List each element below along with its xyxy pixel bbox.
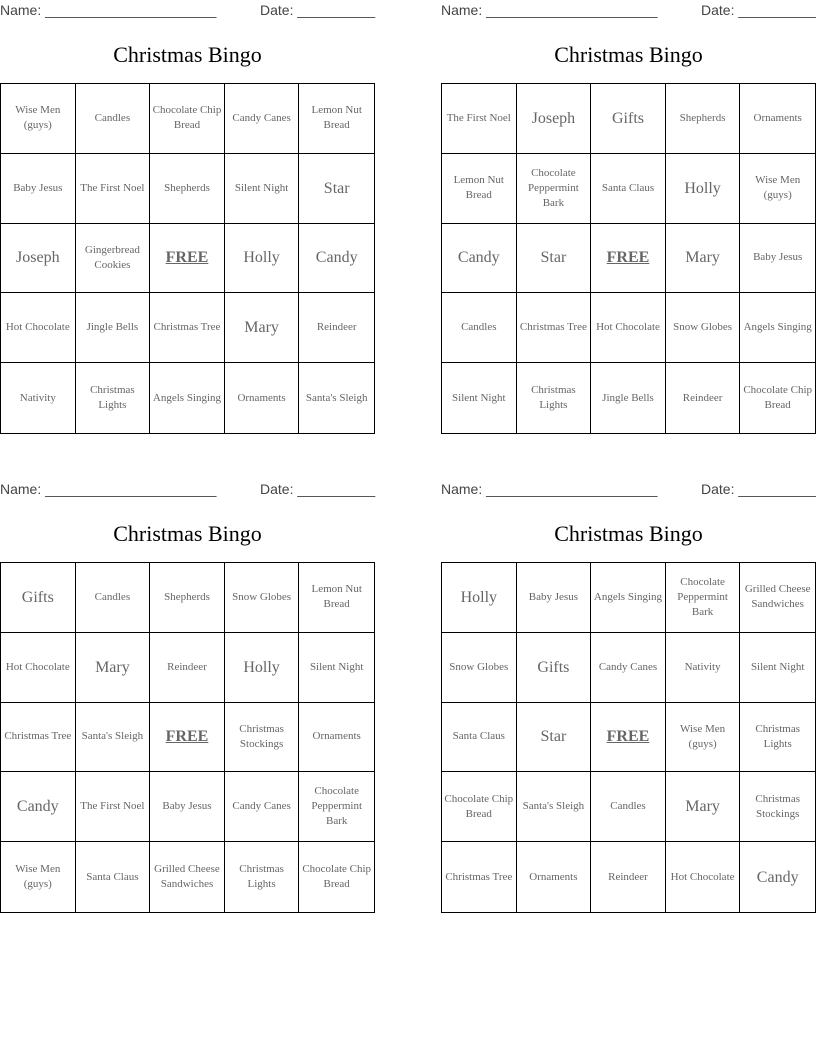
bingo-cell: Silent Night <box>740 633 815 703</box>
bingo-cell: Candy <box>299 224 374 294</box>
bingo-cell: Wise Men (guys) <box>1 84 76 154</box>
bingo-cell: Chocolate Chip Bread <box>743 384 813 412</box>
bingo-cell: Lemon Nut Bread <box>442 154 517 224</box>
bingo-cell: Gingerbread Cookies <box>76 224 151 294</box>
bingo-cell: Christmas Stockings <box>225 703 300 773</box>
bingo-cell: Nativity <box>1 363 76 433</box>
bingo-cell: Hot Chocolate <box>1 633 76 703</box>
bingo-cell: The First Noel <box>76 772 151 842</box>
bingo-cell: Hot Chocolate <box>1 293 76 363</box>
bingo-cell: Mary <box>76 633 151 703</box>
bingo-cell: Baby Jesus <box>517 563 592 633</box>
bingo-cell: Christmas Lights <box>225 842 300 912</box>
bingo-cell: Santa's Sleigh <box>76 703 151 773</box>
bingo-grid <box>441 83 816 434</box>
bingo-cell: Candy <box>1 772 76 842</box>
free-space-cell: FREE <box>150 703 225 773</box>
bingo-card-4 <box>441 479 816 886</box>
bingo-cell: Shepherds <box>666 84 741 154</box>
bingo-cell: Christmas Stockings <box>740 772 815 842</box>
name-field-label: Name: ______________________ <box>0 2 217 18</box>
bingo-cell: Santa Claus <box>442 703 517 773</box>
bingo-cell: Candy Canes <box>225 84 300 154</box>
bingo-grid <box>0 83 375 434</box>
bingo-cell: Holly <box>666 154 741 224</box>
bingo-cell: Gifts <box>1 563 76 633</box>
bingo-cell: Silent Night <box>442 363 517 433</box>
bingo-cell: Lemon Nut Bread <box>299 563 374 633</box>
bingo-cell: Ornaments <box>517 842 592 912</box>
bingo-cell: Star <box>517 703 592 773</box>
bingo-cell: Ornaments <box>740 84 815 154</box>
bingo-cell: Reindeer <box>299 293 374 363</box>
date-field-label: Date: __________ <box>701 2 816 18</box>
bingo-cell: Chocolate Peppermint Bark <box>517 154 592 224</box>
bingo-cell: Nativity <box>666 633 741 703</box>
bingo-cell: Holly <box>225 633 300 703</box>
bingo-cell: Angels Singing <box>591 563 666 633</box>
bingo-cell: Wise Men (guys) <box>740 154 815 224</box>
bingo-cell: Chocolate Chip Bread <box>442 772 517 842</box>
bingo-cell: Candles <box>76 563 151 633</box>
bingo-cell: Christmas Lights <box>76 363 151 433</box>
bingo-cell: Baby Jesus <box>150 772 225 842</box>
name-field-label: Name: ______________________ <box>0 481 217 497</box>
bingo-cell: Santa Claus <box>591 154 666 224</box>
bingo-cell: Christmas Lights <box>740 703 815 773</box>
bingo-cell: Santa's Sleigh <box>305 391 368 404</box>
card-header <box>0 0 375 22</box>
bingo-cell: Mary <box>225 293 300 363</box>
bingo-cell: Hot Chocolate <box>591 293 666 363</box>
bingo-cell: Grilled Cheese Sandwiches <box>740 563 815 633</box>
bingo-cell: Ornaments <box>299 703 374 773</box>
bingo-cell: Chocolate Chip Bread <box>302 863 372 891</box>
bingo-cell: Mary <box>666 772 741 842</box>
bingo-cell: Joseph <box>517 84 592 154</box>
bingo-cell: Candy <box>756 868 799 886</box>
bingo-cell: Baby Jesus <box>1 154 76 224</box>
bingo-cell: Santa's Sleigh <box>517 772 592 842</box>
bingo-cell: Lemon Nut Bread <box>299 84 374 154</box>
date-field-label: Date: __________ <box>260 481 376 497</box>
bingo-cell: The First Noel <box>442 84 517 154</box>
card-title: Christmas Bingo <box>554 521 703 546</box>
bingo-cell: Candy Canes <box>225 772 300 842</box>
bingo-cell: Star <box>299 154 374 224</box>
bingo-cell: Shepherds <box>150 154 225 224</box>
bingo-cell: Reindeer <box>150 633 225 703</box>
card-header <box>441 0 816 22</box>
bingo-cell: Chocolate Peppermint Bark <box>299 772 374 842</box>
bingo-cell: Christmas Tree <box>150 293 225 363</box>
card-title: Christmas Bingo <box>554 42 703 67</box>
bingo-cell: Candles <box>591 772 666 842</box>
bingo-card-2 <box>441 0 816 412</box>
bingo-cell: Chocolate Chip Bread <box>150 84 225 154</box>
bingo-cell: Angels Singing <box>150 363 225 433</box>
bingo-cell: Silent Night <box>225 154 300 224</box>
bingo-cell: Candles <box>76 84 151 154</box>
bingo-cell: Joseph <box>1 224 76 294</box>
bingo-cell: Santa Claus <box>76 842 151 912</box>
bingo-cell: Gifts <box>517 633 592 703</box>
bingo-cell: Wise Men (guys) <box>666 703 741 773</box>
name-field-label: Name: ______________________ <box>441 481 658 497</box>
bingo-cell: Shepherds <box>150 563 225 633</box>
bingo-cell: Grilled Cheese Sandwiches <box>150 842 225 912</box>
free-space-cell: FREE <box>591 224 666 294</box>
bingo-cell: Snow Globes <box>225 563 300 633</box>
bingo-cell: Candy Canes <box>591 633 666 703</box>
bingo-cell: Angels Singing <box>740 293 815 363</box>
card-header <box>0 479 375 501</box>
bingo-cell: Candles <box>442 293 517 363</box>
bingo-cell: Wise Men (guys) <box>1 842 76 912</box>
bingo-cell: Hot Chocolate <box>666 842 741 912</box>
bingo-cell: Snow Globes <box>666 293 741 363</box>
free-space-cell: FREE <box>150 224 225 294</box>
card-title: Christmas Bingo <box>113 42 262 67</box>
bingo-cell: Chocolate Peppermint Bark <box>666 563 741 633</box>
free-space-cell: FREE <box>591 703 666 773</box>
bingo-cell: Reindeer <box>591 842 666 912</box>
date-field-label: Date: __________ <box>260 2 376 18</box>
card-title: Christmas Bingo <box>113 521 262 546</box>
bingo-cell: The First Noel <box>76 154 151 224</box>
bingo-cell: Reindeer <box>666 363 741 433</box>
card-header <box>441 479 816 501</box>
bingo-cell: Silent Night <box>299 633 374 703</box>
bingo-cell: Mary <box>666 224 741 294</box>
bingo-cell: Christmas Tree <box>517 293 592 363</box>
bingo-cell: Baby Jesus <box>740 224 815 294</box>
bingo-cell: Star <box>517 224 592 294</box>
name-field-label: Name: ______________________ <box>441 2 658 18</box>
bingo-cell: Christmas Tree <box>1 703 76 773</box>
bingo-card-1 <box>0 0 376 412</box>
bingo-card-3 <box>0 479 376 891</box>
bingo-cell: Gifts <box>591 84 666 154</box>
bingo-grid <box>441 562 816 913</box>
bingo-cell: Christmas Tree <box>442 842 517 912</box>
bingo-cell: Christmas Lights <box>517 363 592 433</box>
bingo-cell: Candy <box>442 224 517 294</box>
bingo-cell: Snow Globes <box>442 633 517 703</box>
bingo-cell: Jingle Bells <box>591 363 666 433</box>
bingo-cell: Ornaments <box>225 363 300 433</box>
bingo-grid <box>0 562 375 913</box>
bingo-cell: Holly <box>442 563 517 633</box>
bingo-cell: Holly <box>225 224 300 294</box>
bingo-cell: Jingle Bells <box>76 293 151 363</box>
date-field-label: Date: __________ <box>701 481 816 497</box>
